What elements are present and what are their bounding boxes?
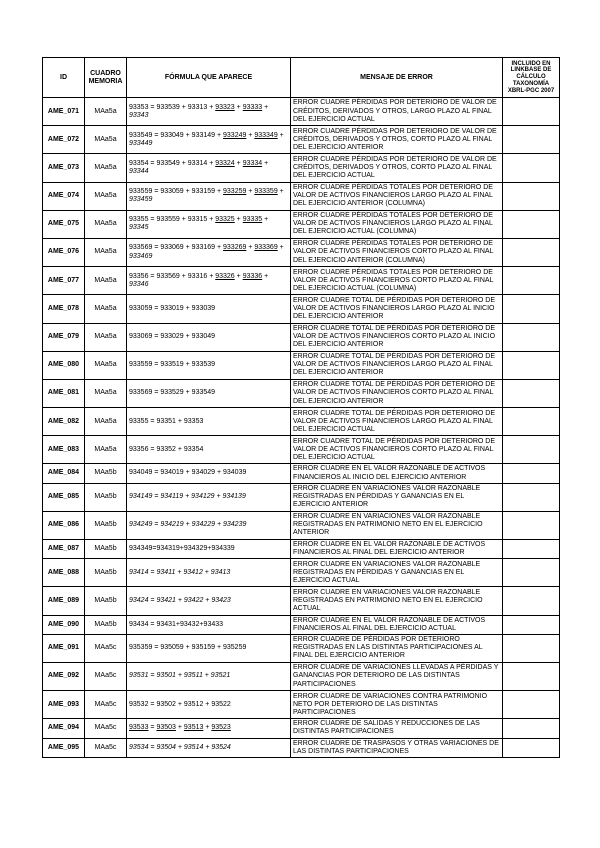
- table-row: [43, 738, 560, 757]
- formula-term: 93531 = 93501 + 93511 + 93521: [129, 672, 231, 680]
- formula-term: 935359 = 935059 + 935159 + 935259: [129, 644, 247, 652]
- table-row: [43, 511, 560, 539]
- formula: [127, 615, 291, 634]
- formula-term: 933369: [254, 244, 278, 252]
- error-message: ERROR CUADRE DE PÉRDIDAS POR DETERIORO REGISTRADAS EN LAS DISTINTAS PARTICIPACIONES AL FINAL DEL EJERCICIO ANTERIOR: [291, 634, 503, 662]
- table-row: [43, 615, 560, 634]
- cuadro-memoria: MAa5c: [85, 662, 127, 690]
- cuadro-memoria: MAa5a: [85, 154, 127, 182]
- table-row: [43, 154, 560, 182]
- incluido-linkbase-cell: [503, 98, 560, 126]
- rule-id: AME_089: [43, 587, 85, 615]
- formula-term: +: [277, 244, 284, 252]
- formula: [127, 719, 291, 738]
- rule-id: AME_075: [43, 210, 85, 238]
- formula-term: 933349: [254, 131, 278, 139]
- cuadro-memoria: MAa5c: [85, 738, 127, 757]
- incluido-linkbase-cell: [503, 126, 560, 154]
- cuadro-memoria: MAa5b: [85, 559, 127, 587]
- formula: [127, 634, 291, 662]
- formula-term: 933469: [129, 252, 153, 260]
- cuadro-memoria: MAa5b: [85, 464, 127, 483]
- cuadro-memoria: MAa5b: [85, 511, 127, 539]
- rule-id: AME_092: [43, 662, 85, 690]
- formula: [127, 98, 291, 126]
- formula: [127, 182, 291, 210]
- table-body: [43, 98, 560, 758]
- error-message: ERROR CUADRE TOTAL DE PÉRDIDAS POR DETERIORO DE VALOR DE ACTIVOS FINANCIEROS LARGO PLAZO AL FINAL DEL EJERCICIO ACTUAL: [291, 408, 503, 436]
- cuadro-memoria: MAa5a: [85, 210, 127, 238]
- formula: [127, 738, 291, 757]
- rule-id: AME_091: [43, 634, 85, 662]
- table-row: [43, 408, 560, 436]
- formula-term: 933569 = 933069 + 933169 +: [129, 244, 224, 252]
- error-message: ERROR CUADRE DE TRASPASOS Y OTRAS VARIACIONES DE LAS DISTINTAS PARTICIPACIONES: [291, 738, 503, 757]
- table-row: [43, 182, 560, 210]
- cuadro-memoria: MAa5b: [85, 587, 127, 615]
- formula: [127, 511, 291, 539]
- incluido-linkbase-cell: [503, 182, 560, 210]
- table-row: [43, 323, 560, 351]
- rule-id: AME_083: [43, 436, 85, 464]
- error-message: ERROR CUADRE PÉRDIDAS POR DETERIORO DE VALOR DE CRÉDITOS, DERIVADOS Y OTROS, CORTO PLAZO AL FINAL DEL EJERCICIO ACTUAL: [291, 154, 503, 182]
- incluido-linkbase-cell: [503, 662, 560, 690]
- formula: [127, 351, 291, 379]
- incluido-linkbase-cell: [503, 483, 560, 511]
- formula: [127, 436, 291, 464]
- formula-term: +: [277, 131, 284, 139]
- rule-id: AME_077: [43, 267, 85, 295]
- table-row: [43, 540, 560, 559]
- error-message: ERROR CUADRE PÉRDIDAS TOTALES POR DETERIORO DE VALOR DE ACTIVOS FINANCIEROS LARGO PLAZO AL FINAL DEL EJERCICIO ANTERIOR (COLUMNA): [291, 182, 503, 210]
- table-row: [43, 691, 560, 719]
- formula: [127, 126, 291, 154]
- cuadro-memoria: MAa5b: [85, 615, 127, 634]
- rule-id: AME_071: [43, 98, 85, 126]
- formula-term: 93343: [129, 111, 149, 119]
- header-incluido-linkbase: INCLUIDO EN LINKBASE DE CÁLCULO TAXONOMÍA XBRL-PGC 2007: [503, 58, 560, 98]
- error-message: ERROR CUADRE DE VARIACIONES CONTRA PATRIMONIO NETO POR DETERIORO DE LAS DISTINTAS PARTICIPACIONES: [291, 691, 503, 719]
- table-row: [43, 210, 560, 238]
- formula-term: +: [262, 216, 269, 224]
- rule-id: AME_095: [43, 738, 85, 757]
- formula: [127, 691, 291, 719]
- incluido-linkbase-cell: [503, 210, 560, 238]
- cuadro-memoria: MAa5a: [85, 323, 127, 351]
- rule-id: AME_079: [43, 323, 85, 351]
- formula-term: 933249: [223, 131, 247, 139]
- table-row: [43, 98, 560, 126]
- formula: [127, 379, 291, 407]
- cuadro-memoria: MAa5c: [85, 691, 127, 719]
- formula-term: 93333: [242, 103, 263, 111]
- formula-term: 933449: [129, 139, 153, 147]
- formula-term: 934149 = 934119 + 934129 + 934139: [129, 493, 246, 501]
- formula-term: 933459: [129, 196, 153, 204]
- incluido-linkbase-cell: [503, 559, 560, 587]
- error-message: ERROR CUADRE DE SALIDAS Y REDUCCIONES DE LAS DISTINTAS PARTICIPACIONES: [291, 719, 503, 738]
- error-message: ERROR CUADRE PÉRDIDAS POR DETERIORO DE VALOR DE CRÉDITOS, DERIVADOS Y OTROS, CORTO PLAZO AL FINAL DEL EJERCICIO ANTERIOR: [291, 126, 503, 154]
- formula-term: 93344: [129, 167, 149, 175]
- incluido-linkbase-cell: [503, 238, 560, 266]
- formula-term: 933559 = 933519 + 933539: [129, 361, 216, 369]
- table-header-row: [43, 58, 560, 98]
- formula-term: 933059 = 933019 + 933039: [129, 304, 216, 312]
- formula: [127, 587, 291, 615]
- incluido-linkbase-cell: [503, 691, 560, 719]
- formula-term: 93523: [211, 724, 231, 732]
- formula-term: 93513: [183, 724, 204, 732]
- formula-term: 93356 = 933569 + 93316 +: [129, 272, 216, 280]
- error-message: ERROR CUADRE EN EL VALOR RAZONABLE DE ACTIVOS FINANCIEROS AL FINAL DEL EJERCICIO ACTUAL: [291, 615, 503, 634]
- incluido-linkbase-cell: [503, 351, 560, 379]
- rule-id: AME_073: [43, 154, 85, 182]
- incluido-linkbase-cell: [503, 719, 560, 738]
- table-row: [43, 295, 560, 323]
- error-message: ERROR CUADRE EN EL VALOR RAZONABLE DE ACTIVOS FINANCIEROS AL FINAL DEL EJERCICIO ANTERIOR: [291, 540, 503, 559]
- incluido-linkbase-cell: [503, 295, 560, 323]
- formula-term: 93323: [215, 103, 235, 111]
- formula-term: +: [262, 159, 269, 167]
- cuadro-memoria: MAa5a: [85, 126, 127, 154]
- error-message: ERROR CUADRE EN VARIACIONES VALOR RAZONABLE REGISTRADAS EN PATRIMONIO NETO EN EL EJERCICIO ANTERIOR: [291, 511, 503, 539]
- error-message: ERROR CUADRE PÉRDIDAS TOTALES POR DETERIORO DE VALOR DE ACTIVOS FINANCIEROS CORTO PLAZO AL FINAL DEL EJERCICIO ANTERIOR (COLUMNA): [291, 238, 503, 266]
- formula-term: +: [234, 159, 243, 167]
- table-row: [43, 267, 560, 295]
- incluido-linkbase-cell: [503, 436, 560, 464]
- rule-id: AME_086: [43, 511, 85, 539]
- formula-term: 93434 = 93431+93432+93433: [129, 620, 224, 628]
- formula-term: 93355 = 933559 + 93315 +: [129, 216, 216, 224]
- formula-term: +: [277, 188, 284, 196]
- error-message: ERROR CUADRE PÉRDIDAS TOTALES POR DETERIORO DE VALOR DE ACTIVOS FINANCIEROS LARGO PLAZO AL FINAL DEL EJERCICIO ACTUAL (COLUMNA): [291, 210, 503, 238]
- table-row: [43, 719, 560, 738]
- formula: [127, 540, 291, 559]
- formula-term: +: [234, 272, 243, 280]
- formula: [127, 662, 291, 690]
- table-row: [43, 238, 560, 266]
- incluido-linkbase-cell: [503, 634, 560, 662]
- formula-term: 93355 = 93351 + 93353: [129, 417, 204, 425]
- table-row: [43, 379, 560, 407]
- rule-id: AME_093: [43, 691, 85, 719]
- header-formula: FÓRMULA QUE APARECE: [127, 58, 291, 98]
- cuadro-memoria: MAa5a: [85, 98, 127, 126]
- formula: [127, 210, 291, 238]
- rule-id: AME_090: [43, 615, 85, 634]
- formula-term: 933259: [223, 188, 247, 196]
- formula-term: 93336: [242, 272, 263, 280]
- incluido-linkbase-cell: [503, 323, 560, 351]
- incluido-linkbase-cell: [503, 511, 560, 539]
- rule-id: AME_084: [43, 464, 85, 483]
- incluido-linkbase-cell: [503, 408, 560, 436]
- formula-term: +: [234, 103, 243, 111]
- formula: [127, 267, 291, 295]
- error-message: ERROR CUADRE TOTAL DE PÉRDIDAS POR DETERIORO DE VALOR DE ACTIVOS FINANCIEROS CORTO PLAZO AL INICIO DEL EJERCICIO ANTERIOR: [291, 323, 503, 351]
- formula: [127, 559, 291, 587]
- formula-term: 93334: [242, 159, 263, 167]
- cuadro-memoria: MAa5a: [85, 267, 127, 295]
- incluido-linkbase-cell: [503, 738, 560, 757]
- table-row: [43, 483, 560, 511]
- error-message: ERROR CUADRE PÉRDIDAS TOTALES POR DETERIORO DE VALOR DE ACTIVOS FINANCIEROS CORTO PLAZO AL FINAL DEL EJERCICIO ACTUAL (COLUMNA): [291, 267, 503, 295]
- cuadro-memoria: MAa5a: [85, 238, 127, 266]
- error-message: ERROR CUADRE EN VARIACIONES VALOR RAZONABLE REGISTRADAS EN PÉRDIDAS Y GANANCIAS EN EL EJERCICIO ANTERIOR: [291, 483, 503, 511]
- formula-term: 93534 = 93504 + 93514 + 93524: [129, 743, 231, 751]
- rule-id: AME_085: [43, 483, 85, 511]
- cuadro-memoria: MAa5a: [85, 408, 127, 436]
- formula-term: 93324: [215, 159, 235, 167]
- table-row: [43, 436, 560, 464]
- error-message: ERROR CUADRE TOTAL DE PÉRDIDAS POR DETERIORO DE VALOR DE ACTIVOS FINANCIEROS CORTO PLAZO AL FINAL DEL EJERCICIO ACTUAL: [291, 436, 503, 464]
- formula-term: 93346: [129, 280, 149, 288]
- error-message: ERROR CUADRE PÉRDIDAS POR DETERIORO DE VALOR DE CRÉDITOS, DERIVADOS Y OTROS, LARGO PLAZO AL FINAL DEL EJERCICIO ACTUAL: [291, 98, 503, 126]
- cuadro-memoria: MAa5c: [85, 634, 127, 662]
- formula-term: 93356 = 93352 + 93354: [129, 445, 204, 453]
- rule-id: AME_081: [43, 379, 85, 407]
- validation-rules-table: [42, 57, 560, 758]
- rule-id: AME_074: [43, 182, 85, 210]
- error-message: ERROR CUADRE EN EL VALOR RAZONABLE DE ACTIVOS FINANCIEROS AL INICIO DEL EJERCICIO ANTERIOR: [291, 464, 503, 483]
- incluido-linkbase-cell: [503, 464, 560, 483]
- cuadro-memoria: MAa5a: [85, 295, 127, 323]
- formula: [127, 295, 291, 323]
- formula-term: +: [246, 244, 255, 252]
- cuadro-memoria: MAa5a: [85, 351, 127, 379]
- formula-term: 93354 = 933549 + 93314 +: [129, 159, 216, 167]
- rule-id: AME_082: [43, 408, 85, 436]
- rule-id: AME_087: [43, 540, 85, 559]
- header-mensaje-error: MENSAJE DE ERROR: [291, 58, 503, 98]
- table-row: [43, 662, 560, 690]
- cuadro-memoria: MAa5a: [85, 436, 127, 464]
- formula-term: 933569 = 933529 + 933549: [129, 389, 216, 397]
- error-message: ERROR CUADRE TOTAL DE PÉRDIDAS POR DETERIORO DE VALOR DE ACTIVOS FINANCIEROS CORTO PLAZO AL FINAL DEL EJERCICIO ANTERIOR: [291, 379, 503, 407]
- formula-term: 93326: [215, 272, 235, 280]
- cuadro-memoria: MAa5a: [85, 379, 127, 407]
- table-row: [43, 126, 560, 154]
- error-message: ERROR CUADRE TOTAL DE PÉRDIDAS POR DETERIORO DE VALOR DE ACTIVOS FINANCIEROS LARGO PLAZO AL FINAL DEL EJERCICIO ANTERIOR: [291, 351, 503, 379]
- header-id: ID: [43, 58, 85, 98]
- formula: [127, 238, 291, 266]
- incluido-linkbase-cell: [503, 540, 560, 559]
- incluido-linkbase-cell: [503, 587, 560, 615]
- header-cuadro-memoria: CUADRO MEMORIA: [85, 58, 127, 98]
- formula-term: +: [262, 272, 269, 280]
- incluido-linkbase-cell: [503, 379, 560, 407]
- formula-term: 93532 = 93502 + 93512 + 93522: [129, 700, 231, 708]
- formula-term: =: [148, 724, 157, 732]
- formula: [127, 483, 291, 511]
- formula: [127, 154, 291, 182]
- error-message: ERROR CUADRE EN VARIACIONES VALOR RAZONABLE REGISTRADAS EN PATRIMONIO NETO EN EL EJERCICIO ACTUAL: [291, 587, 503, 615]
- cuadro-memoria: MAa5a: [85, 182, 127, 210]
- formula-term: +: [262, 103, 269, 111]
- rule-id: AME_094: [43, 719, 85, 738]
- table-row: [43, 634, 560, 662]
- formula-term: 93353 = 933539 + 93313 +: [129, 103, 216, 111]
- formula-term: 933559 = 933059 + 933159 +: [129, 188, 224, 196]
- formula-term: +: [175, 724, 184, 732]
- rule-id: AME_072: [43, 126, 85, 154]
- cuadro-memoria: MAa5c: [85, 719, 127, 738]
- formula-term: 93414 = 93411 + 93412 + 93413: [129, 568, 231, 576]
- error-message: ERROR CUADRE EN VARIACIONES VALOR RAZONABLE REGISTRADAS EN PÉRDIDAS Y GANANCIAS EN EL EJERCICIO ACTUAL: [291, 559, 503, 587]
- rule-id: AME_078: [43, 295, 85, 323]
- rule-id: AME_076: [43, 238, 85, 266]
- formula-term: +: [246, 131, 255, 139]
- formula-term: 933069 = 933029 + 933049: [129, 333, 216, 341]
- formula-term: 93335: [242, 216, 263, 224]
- rule-id: AME_080: [43, 351, 85, 379]
- formula-term: 933269: [223, 244, 247, 252]
- table-row: [43, 587, 560, 615]
- formula-term: 93424 = 93421 + 93422 + 93423: [129, 596, 231, 604]
- formula: [127, 408, 291, 436]
- formula-term: 934249 = 934219 + 934229 + 934239: [129, 521, 247, 529]
- table-row: [43, 464, 560, 483]
- formula-term: +: [234, 216, 243, 224]
- error-message: ERROR CUADRE TOTAL DE PÉRDIDAS POR DETERIORO DE VALOR DE ACTIVOS FINANCIEROS LARGO PLAZO AL INICIO DEL EJERCICIO ANTERIOR: [291, 295, 503, 323]
- formula-term: +: [246, 188, 255, 196]
- formula-term: 93533: [129, 724, 149, 732]
- incluido-linkbase-cell: [503, 154, 560, 182]
- formula: [127, 464, 291, 483]
- incluido-linkbase-cell: [503, 615, 560, 634]
- incluido-linkbase-cell: [503, 267, 560, 295]
- error-message: ERROR CUADRE DE VARIACIONES LLEVADAS A PÉRDIDAS Y GANANCIAS POR DETERIORO DE LAS DISTINTAS PARTICIPACIONES: [291, 662, 503, 690]
- formula-term: +: [203, 724, 212, 732]
- formula-term: 933549 = 933049 + 933149 +: [129, 131, 224, 139]
- formula-term: 93325: [215, 216, 235, 224]
- formula-term: 934049 = 934019 + 934029 + 934039: [129, 469, 247, 477]
- formula-term: 934349=934319+934329+934339: [129, 545, 235, 553]
- formula-term: 93503: [156, 724, 176, 732]
- formula-term: 933359: [254, 188, 278, 196]
- formula: [127, 323, 291, 351]
- cuadro-memoria: MAa5b: [85, 483, 127, 511]
- table-row: [43, 351, 560, 379]
- formula-term: 93345: [129, 224, 149, 232]
- table-row: [43, 559, 560, 587]
- rule-id: AME_088: [43, 559, 85, 587]
- cuadro-memoria: MAa5b: [85, 540, 127, 559]
